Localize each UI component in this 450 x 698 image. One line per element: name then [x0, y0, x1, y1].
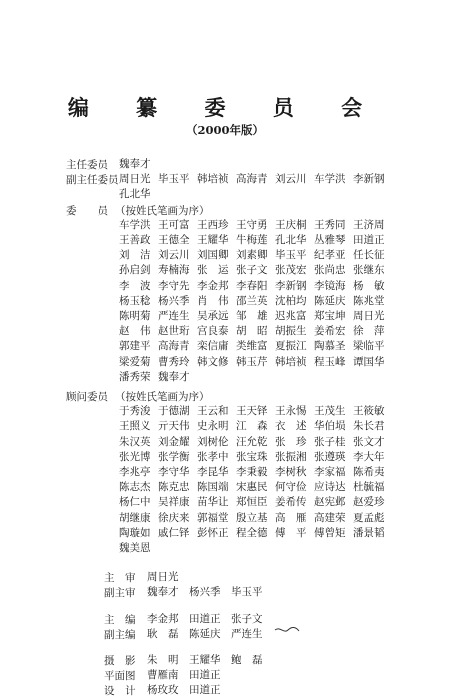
person-name: 陈延庆: [314, 294, 346, 307]
director-row: [119, 157, 158, 171]
person-name: 程全德: [236, 526, 268, 539]
editor-role-label: 平面图: [104, 670, 136, 683]
person-name: 刘素卿: [236, 249, 268, 262]
person-name: 衣 述: [275, 420, 307, 433]
person-name: 苗华让: [197, 496, 229, 509]
person-name: 郭建平: [119, 340, 151, 353]
editor-role-label: 主 审: [104, 572, 136, 585]
person-name: 张继东: [353, 264, 385, 277]
person-name: 魏美恩: [119, 542, 151, 554]
person-name: 沈柏均: [275, 294, 307, 307]
person-name: 王庆桐: [275, 218, 307, 231]
person-name: 张光博: [119, 450, 151, 463]
person-name: 张 运: [197, 264, 229, 277]
person-name: 李昆华: [197, 466, 229, 478]
person-name: 张学衡: [158, 450, 190, 463]
person-name: 杨兴季: [189, 586, 221, 599]
person-name: 周日光: [353, 310, 385, 322]
editor-names-row: [147, 668, 231, 682]
person-name: 李金邦: [197, 279, 229, 292]
person-name: 韩培祯: [197, 173, 229, 186]
editor-names-row: [147, 570, 189, 584]
person-name: 车学洪: [314, 173, 346, 186]
person-name: 周日光: [147, 571, 179, 584]
person-name: 赵 伟: [119, 325, 151, 338]
person-name: 陈兆堂: [353, 294, 385, 307]
person-name: 田道正: [189, 612, 221, 625]
person-name: 迟兆富: [275, 310, 307, 322]
person-name: 陈克忠: [158, 481, 190, 494]
person-name: 李守先: [158, 279, 190, 292]
person-name: 王耀华: [189, 654, 221, 666]
person-name: 郑恒臣: [236, 496, 268, 509]
person-name: 王茂生: [314, 405, 346, 418]
person-name: 张茂宏: [275, 264, 307, 277]
person-name: 于德湖: [158, 405, 190, 418]
person-name: 陈明菊: [119, 310, 151, 322]
person-name: 杜毓福: [353, 481, 385, 494]
person-name: 严连生: [231, 627, 263, 640]
person-name: 孔北华: [275, 234, 307, 246]
advisor-row: [119, 495, 392, 509]
editor-role-label: 副主编: [104, 628, 136, 641]
person-name: 肖 伟: [197, 294, 229, 307]
editor-names-row: [147, 612, 273, 626]
member-row: [119, 294, 392, 308]
person-name: 杨兴季: [158, 294, 190, 307]
person-name: 车学洪: [119, 218, 151, 231]
person-name: 曹秀玲: [158, 355, 190, 368]
person-name: 高海青: [158, 340, 190, 353]
person-name: 应诗达: [314, 481, 346, 494]
person-name: 魏奉才: [158, 370, 190, 383]
person-name: 徐庆来: [158, 511, 190, 524]
member-row: [119, 248, 392, 262]
editor-names-row: [147, 585, 273, 599]
member-row: [119, 233, 392, 247]
members-order-note: （按姓氏笔画为序）: [115, 204, 210, 217]
person-name: 刘 洁: [119, 249, 151, 262]
member-row: [119, 218, 392, 232]
person-name: 王可富: [158, 218, 190, 231]
person-name: 朱汉英: [119, 435, 151, 448]
person-name: 王天铎: [236, 405, 268, 418]
person-name: 陈志杰: [119, 481, 151, 494]
person-name: 陶慕圣: [314, 340, 346, 353]
person-name: 张 珍: [275, 435, 307, 448]
person-name: 邹 雄: [236, 310, 268, 322]
person-name: 姜希传: [275, 496, 307, 509]
person-name: 陈国端: [197, 481, 229, 494]
advisor-row: [119, 526, 392, 540]
person-name: 李守华: [158, 466, 190, 478]
person-name: 严连生: [158, 310, 190, 322]
page-scribble-mark: [274, 625, 300, 635]
person-name: 魏奉才: [147, 586, 179, 599]
person-name: 傅 平: [275, 526, 307, 539]
person-name: 史永明: [197, 420, 229, 433]
advisor-row: [119, 465, 392, 479]
person-name: 丛雅琴: [314, 234, 346, 246]
person-name: 寿楠海: [158, 264, 190, 277]
person-name: 夏振江: [275, 340, 307, 353]
person-name: 潘秀荣: [119, 370, 151, 383]
person-name: 牛梅莲: [236, 234, 268, 246]
person-name: 张宝珠: [236, 450, 268, 463]
person-name: 魏奉才: [119, 158, 151, 170]
advisor-row: [119, 450, 392, 464]
person-name: 刘云川: [158, 249, 190, 262]
member-row: [119, 309, 392, 323]
person-name: 高建荣: [314, 511, 346, 524]
person-name: 张遵瑛: [314, 450, 346, 463]
person-name: 胡振生: [275, 325, 307, 338]
member-row: [119, 339, 392, 353]
section-label-advisors: 顾问委员: [66, 391, 108, 403]
person-name: 毕玉平: [275, 249, 307, 262]
advisor-row: [119, 404, 392, 418]
edition-subtitle: （2000年版）: [185, 123, 264, 137]
advisor-row: [119, 511, 392, 525]
person-name: 杨玉稔: [119, 294, 151, 307]
person-name: 程玉峰: [314, 355, 346, 368]
person-name: 张尚忠: [314, 264, 346, 277]
person-name: 谭国华: [353, 355, 385, 368]
person-name: 张孝中: [197, 450, 229, 463]
person-name: 王善政: [119, 234, 151, 246]
person-name: 傅曾矩: [314, 526, 346, 539]
person-name: 李家福: [314, 466, 346, 478]
person-name: 梁爱菊: [119, 355, 151, 368]
section-label-vice-directors: 副主任委员: [66, 174, 119, 187]
person-name: 王永惕: [275, 405, 307, 418]
person-name: 李金邦: [147, 612, 179, 625]
person-name: 王德全: [158, 234, 190, 246]
person-name: 陶璇如: [119, 526, 151, 539]
person-name: 刘国卿: [197, 249, 229, 262]
person-name: 田道正: [189, 669, 221, 682]
member-row: [119, 279, 392, 293]
person-name: 杨玫玫: [147, 684, 179, 697]
advisor-row: [119, 419, 392, 433]
person-name: 赵爱珍: [353, 496, 385, 509]
editor-role-label: 设 计: [104, 685, 136, 698]
person-name: 栾信庸: [197, 340, 229, 353]
person-name: 高海青: [236, 173, 268, 186]
person-name: 郑宝坤: [314, 310, 346, 322]
advisor-row: [119, 435, 392, 449]
editor-names-row: [147, 683, 231, 697]
editor-role-label: 摄 影: [104, 655, 136, 667]
member-row: [119, 324, 392, 338]
person-name: 胡 昭: [236, 325, 268, 338]
member-row: [119, 355, 392, 369]
person-name: 李春阳: [236, 279, 268, 292]
advisor-row: [119, 541, 158, 555]
person-name: 周日光: [119, 173, 151, 186]
person-name: 陈希夷: [353, 466, 385, 478]
editor-role-label: 副主审: [104, 587, 136, 600]
person-name: 李大年: [353, 450, 385, 463]
person-name: 张子桂: [314, 435, 346, 448]
person-name: 刘金耀: [158, 435, 190, 448]
person-name: 华伯埙: [314, 420, 346, 433]
person-name: 田道正: [353, 234, 385, 246]
person-name: 吴祥康: [158, 496, 190, 509]
person-name: 戚仁铎: [158, 526, 190, 539]
person-name: 任长征: [353, 249, 385, 262]
page-title: 编 纂 委 员 会: [67, 96, 383, 120]
person-name: 李树秋: [275, 466, 307, 478]
person-name: 姜希宏: [314, 325, 346, 338]
person-name: 陈延庆: [189, 627, 221, 640]
person-name: 毕玉平: [231, 586, 263, 599]
person-name: 韩培祯: [275, 355, 307, 368]
person-name: 王筱敏: [353, 405, 385, 418]
advisors-order-note: （按姓氏笔画为序）: [115, 391, 210, 403]
person-name: 何守俭: [275, 481, 307, 494]
person-name: 朱 明: [147, 654, 179, 666]
person-name: 于秀浚: [119, 405, 151, 418]
person-name: 王耀华: [197, 234, 229, 246]
person-name: 毕玉平: [158, 173, 190, 186]
person-name: 李 波: [119, 279, 151, 292]
vice-director-row: [119, 187, 158, 201]
person-name: 刘云川: [275, 173, 307, 186]
person-name: 王秀同: [314, 218, 346, 231]
person-name: 吴承远: [197, 310, 229, 322]
person-name: 耿 磊: [147, 627, 179, 640]
vice-director-row: [119, 172, 392, 186]
person-name: 田道正: [189, 684, 221, 697]
person-name: 宋惠民: [236, 481, 268, 494]
member-row: [119, 263, 392, 277]
person-name: 李新钢: [275, 279, 307, 292]
member-row: [119, 370, 197, 384]
person-name: 江 森: [236, 420, 268, 433]
section-label-director: 主任委员: [66, 159, 108, 171]
person-name: 朱长君: [353, 420, 385, 433]
person-name: 张振湘: [275, 450, 307, 463]
person-name: 王云和: [197, 405, 229, 418]
person-name: 李镜海: [314, 279, 346, 292]
section-label-members: 委 员: [66, 204, 108, 217]
person-name: 孔北华: [119, 188, 151, 201]
person-name: 曹雁南: [147, 669, 179, 682]
person-name: 亓天伟: [158, 420, 190, 433]
person-name: 胡继康: [119, 511, 151, 524]
person-name: 夏孟彪: [353, 511, 385, 524]
person-name: 汪允乾: [236, 435, 268, 448]
person-name: 纪孝亚: [314, 249, 346, 262]
person-name: 王西珍: [197, 218, 229, 231]
person-name: 高 雁: [275, 511, 307, 524]
person-name: 王守勇: [236, 218, 268, 231]
editor-names-row: [147, 627, 273, 641]
person-name: 彭怀正: [197, 526, 229, 539]
person-name: 张子文: [236, 264, 268, 277]
person-name: 赵世珩: [158, 325, 190, 338]
advisor-row: [119, 480, 392, 494]
person-name: 张文才: [353, 435, 385, 448]
person-name: 韩文修: [197, 355, 229, 368]
person-name: 王照义: [119, 420, 151, 433]
person-name: 韩玉芹: [236, 355, 268, 368]
person-name: 王济周: [353, 218, 385, 231]
person-name: 李兆亭: [119, 466, 151, 478]
person-name: 郭福堂: [197, 511, 229, 524]
person-name: 鲍 磊: [231, 654, 263, 666]
person-name: 宫良泰: [197, 325, 229, 338]
person-name: 梁临平: [353, 340, 385, 353]
person-name: 类维富: [236, 340, 268, 353]
person-name: 刘树伦: [197, 435, 229, 448]
person-name: 张子文: [231, 612, 263, 625]
person-name: 杨仁中: [119, 496, 151, 509]
person-name: 潘景韬: [353, 526, 385, 539]
person-name: 杨 敏: [353, 279, 385, 292]
person-name: 孙启剑: [119, 264, 151, 277]
person-name: 邵兰英: [236, 294, 268, 307]
person-name: 李新钢: [353, 173, 385, 186]
person-name: 李秉毅: [236, 466, 268, 478]
person-name: 赵宪邺: [314, 496, 346, 509]
editor-role-label: 主 编: [104, 613, 136, 626]
editor-names-row: [147, 653, 273, 667]
person-name: 殷立基: [236, 511, 268, 524]
person-name: 徐 萍: [353, 325, 385, 338]
